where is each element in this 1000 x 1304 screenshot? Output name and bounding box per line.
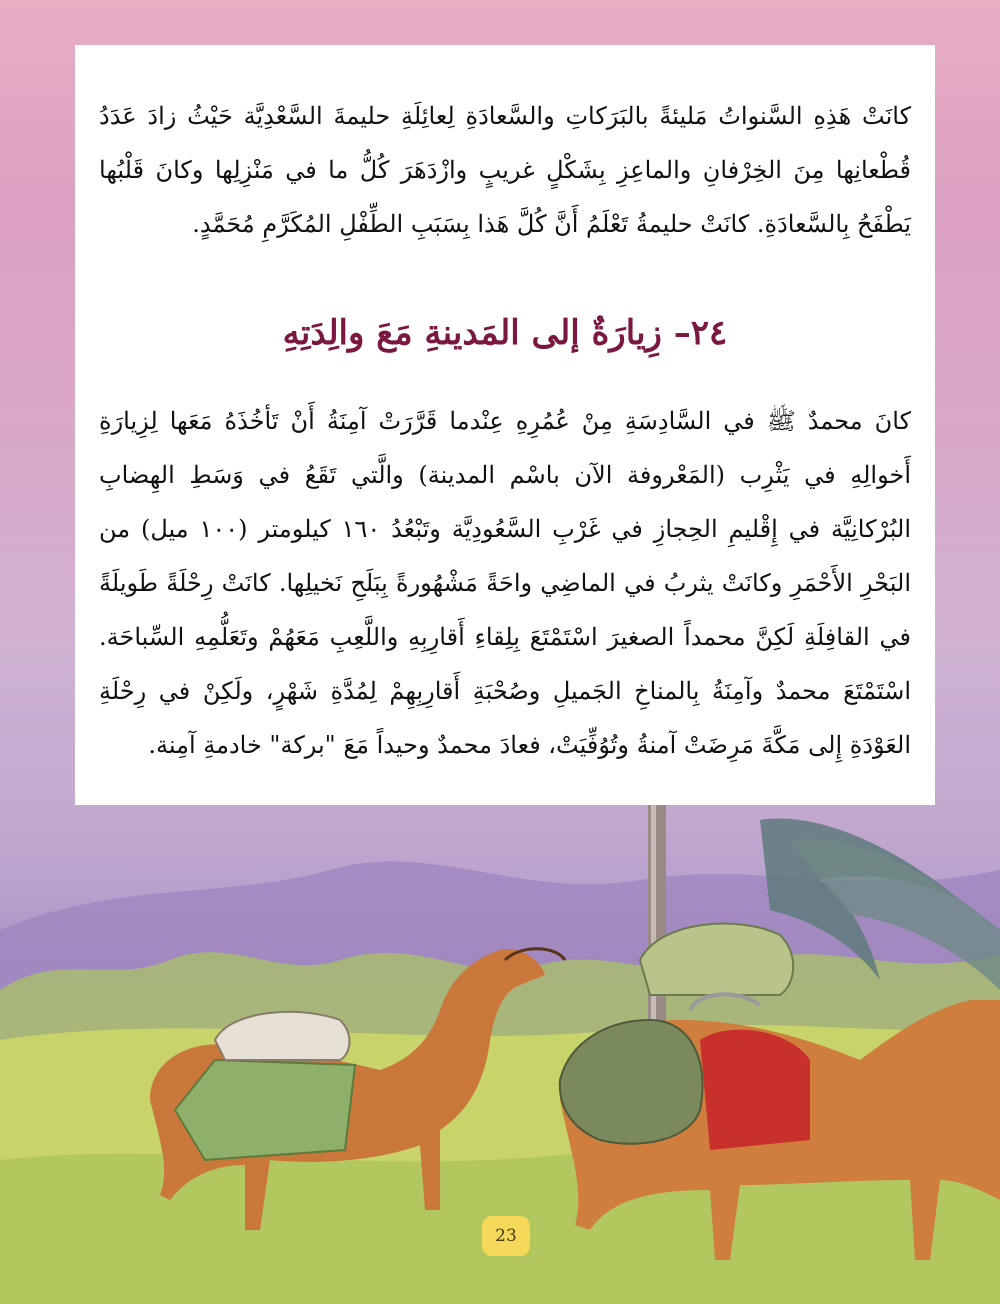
paragraph-visit-medina: كانَ محمدٌ ﷺ في السَّادِسَةِ مِنْ عُمُرِهِ عِنْدما قَرَّرَتْ آمِنَةُ أَنْ تَأخُذَهُ مَعَها لِزِيارَةِ أَخوالِهِ في يَثْرِب (المَعْروفة الآن باسْم المدينة) والَّتي تَقَعُ في وَسَطِ الهِضابِ البُرْكانِيَّة في إِقْليمِ الحِجازِ في غَرْبِ السَّعُودِيَّة وتَبْعُدُ ١٦٠ كيلومتر (١٠٠ ميل) من البَحْرِ الأَحْمَرِ وكانَتْ يثربُ في الماضِي واحَةً مَشْهُورةً بِبَلَحِ نَخيلِها. كانَتْ رِحْلَةً طَويلَةً في القافِلَةِ لَكِنَّ محمداً الصغيرَ اسْتَمْتَعَ بِلِقاءِ أَقارِبِهِ واللَّعِبِ مَعَهُمْ وتَعَلُّمِهِ السِّباحَة. اسْتَمْتَعَ محمدٌ وآمِنَةُ بِالمناخِ الجَميلِ وصُحْبَةِ أَقارِبِهِمْ لِمُدَّةِ شَهْرٍ، ولَكِنْ في رِحْلَةِ العَوْدَةِ إِلى مَكَّةَ مَرِضَتْ آمنةُ وتُوُفِّيَتْ، فعادَ محمدٌ وحيداً مَعَ "بركة" خادمةِ آمِنة.	[99, 407, 911, 759]
page-number: 23	[482, 1216, 530, 1256]
paragraph-halima: كانَتْ هَذِهِ السَّنواتُ مَليئةً بالبَرَكاتِ والسَّعادَةِ لِعائِلَةِ حليمةَ السَّعْدِيَّة حَيْثُ زادَ عَدَدُ قُطْعانِها مِنَ الخِرْفانِ والماعِزِ بِشَكْلٍ غريبٍ وازْدَهَرَ كُلُّ ما في مَنْزِلِها وكانَ قَلْبُها يَطْفَحُ بِالسَّعادَةِ. كانَتْ حليمةُ تَعْلَمُ أَنَّ كُلَّ هَذا بِسَبَبِ الطِّفْلِ المُكَرَّمِ مُحَمَّدٍ.	[99, 102, 911, 238]
section-heading: ٢٤– زِيارَةٌ إلى المَدينةِ مَعَ والِدَتِهِ	[282, 313, 728, 354]
text-panel	[75, 45, 935, 805]
